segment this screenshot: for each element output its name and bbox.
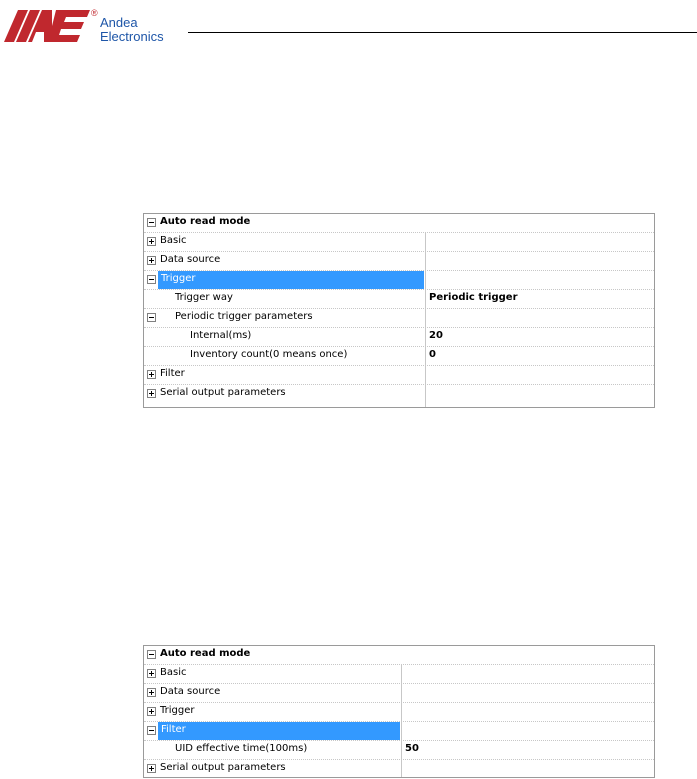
category-periodic-trigger-parameters[interactable] (144, 309, 654, 328)
property-label: Serial output parameters (160, 762, 286, 773)
collapse-icon[interactable] (147, 275, 156, 284)
category-auto-read-mode[interactable] (144, 646, 654, 665)
property-grid-1 (143, 213, 655, 408)
category-filter[interactable] (144, 722, 654, 741)
property-label: Data source (160, 686, 221, 697)
expand-icon[interactable] (147, 669, 156, 678)
collapse-icon[interactable] (147, 726, 156, 735)
category-data-source[interactable] (144, 252, 654, 271)
property-inventory-count[interactable] (144, 347, 654, 366)
property-label: Trigger (160, 705, 195, 716)
header-rule (188, 32, 697, 33)
expand-icon[interactable] (147, 237, 156, 246)
property-label: Periodic trigger parameters (175, 311, 313, 322)
category-trigger[interactable] (144, 271, 654, 290)
property-value[interactable]: Periodic trigger (429, 292, 518, 303)
expand-icon[interactable] (147, 256, 156, 265)
category-label: Auto read mode (160, 648, 251, 659)
expand-icon[interactable] (147, 764, 156, 773)
property-value[interactable]: 50 (405, 743, 419, 754)
property-label: Basic (160, 235, 187, 246)
category-filter[interactable] (144, 366, 654, 385)
expand-icon[interactable] (147, 370, 156, 379)
property-label: UID effective time(100ms) (175, 743, 308, 754)
selection-highlight (158, 722, 400, 740)
property-value[interactable]: 0 (429, 349, 436, 360)
expand-icon[interactable] (147, 688, 156, 697)
property-grid-2 (143, 645, 655, 778)
property-label: Filter (161, 724, 186, 735)
property-trigger-way[interactable] (144, 290, 654, 309)
collapse-icon[interactable] (147, 218, 156, 227)
property-internal-ms[interactable] (144, 328, 654, 347)
property-label: Data source (160, 254, 221, 265)
category-auto-read-mode[interactable] (144, 214, 654, 233)
property-label: Trigger way (175, 292, 233, 303)
property-uid-effective-time[interactable] (144, 741, 654, 760)
property-label: Basic (160, 667, 187, 678)
property-label: Internal(ms) (190, 330, 252, 341)
category-data-source[interactable] (144, 684, 654, 703)
property-label: Trigger (161, 273, 196, 284)
category-basic[interactable] (144, 665, 654, 684)
category-serial-output-parameters[interactable] (144, 760, 654, 778)
registered-mark: ® (91, 8, 98, 18)
property-label: Inventory count(0 means once) (190, 349, 348, 360)
andea-logo (4, 10, 92, 42)
property-value[interactable]: 20 (429, 330, 443, 341)
property-label: Filter (160, 368, 185, 379)
category-basic[interactable] (144, 233, 654, 252)
collapse-icon[interactable] (147, 313, 156, 322)
category-label: Auto read mode (160, 216, 251, 227)
brand-line-2: Electronics (100, 29, 164, 44)
brand-line-1: Andea (100, 15, 138, 30)
category-trigger[interactable] (144, 703, 654, 722)
collapse-icon[interactable] (147, 650, 156, 659)
selection-highlight (158, 271, 424, 289)
category-serial-output-parameters[interactable] (144, 385, 654, 403)
brand-name (100, 16, 164, 44)
expand-icon[interactable] (147, 389, 156, 398)
expand-icon[interactable] (147, 707, 156, 716)
property-label: Serial output parameters (160, 387, 286, 398)
